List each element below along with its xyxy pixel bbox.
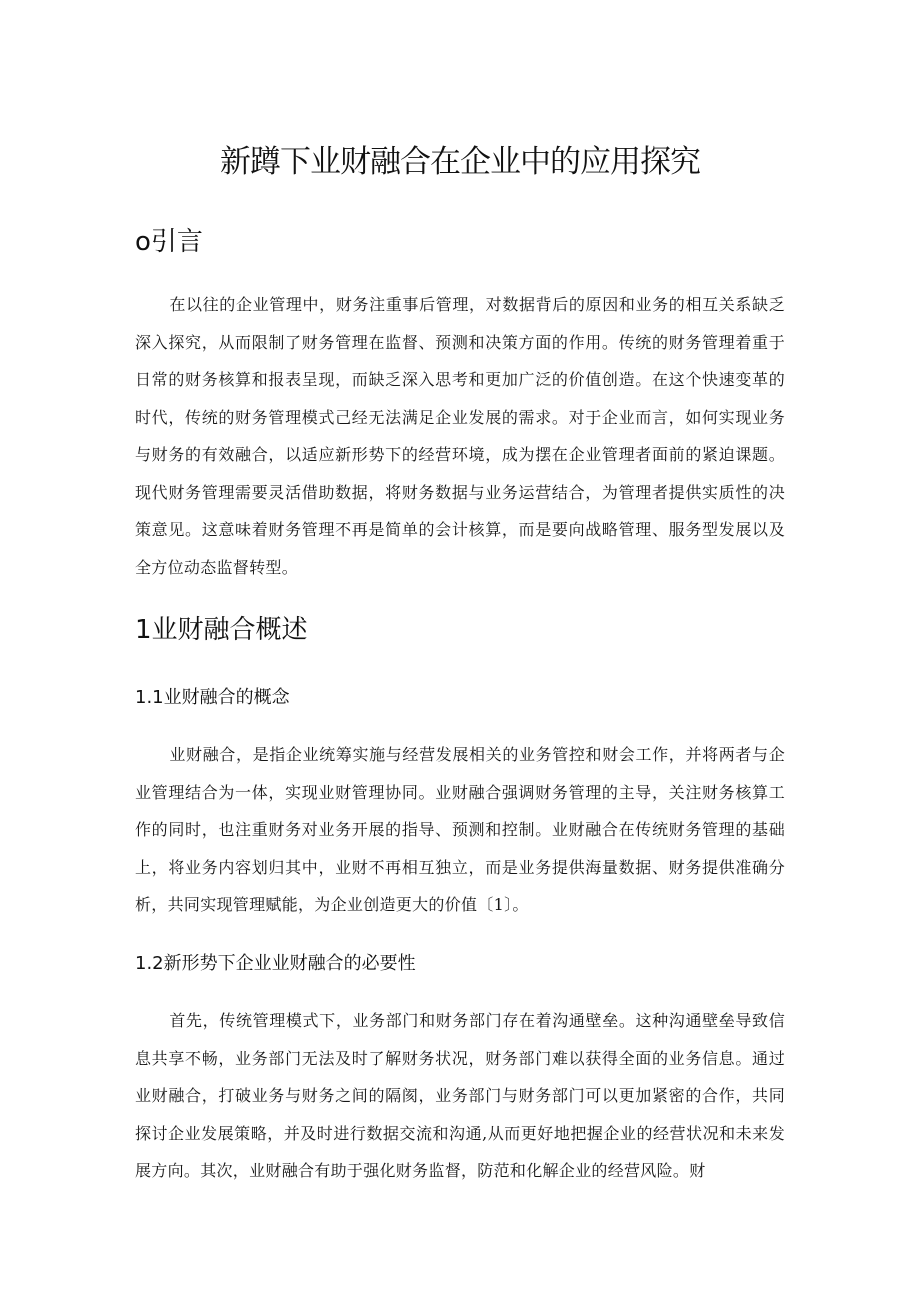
section-heading-intro: o引言 <box>135 227 203 257</box>
subsection-heading-concept: 1.1业财融合的概念 <box>135 687 290 708</box>
concept-paragraph <box>135 736 785 924</box>
subsection-heading-necessity: 1.2新形势下企业业财融合的必要性 <box>135 953 416 974</box>
section-heading-overview: 1业财融合概述 <box>135 615 308 645</box>
intro-paragraph-text: 在以往的企业管理中，财务注重事后管理，对数据背后的原因和业务的相互关系缺乏深入探究，从而限制了财务管理在监督、预测和决策方面的作用。传统的财务管理着重于日常的财务核算和报表呈现，而缺乏深入思考和更加广泛的价值创造。在这个快速变革的时代，传统的财务管理模式己经无法满足企业发展的需求。对于企业而言，如何实现业务与财务的有效融合，以适应新形势下的经营环境，成为摆在企业管理者面前的紧迫课题。现代财务管理需要灵活借助数据，将财务数据与业务运营结合，为管理者提供实质性的决策意见。这意味着财务管理不再是简单的会计核算，而是要向战略管理、服务型发展以及全方位动态监督转型。 <box>135 295 785 577</box>
necessity-paragraph <box>135 1002 785 1190</box>
page-title: 新蹲下业财融合在企业中的应用探究 <box>220 144 700 180</box>
necessity-paragraph-text: 首先，传统管理模式下，业务部门和财务部门存在着沟通壁垒。这种沟通壁垒导致信息共享不畅，业务部门无法及时了解财务状况，财务部门难以获得全面的业务信息。通过业财融合，打破业务与财务之间的隔阂，业务部门与财务部门可以更加紧密的合作，共同探讨企业发展策略，并及时进行数据交流和沟通,从而更好地把握企业的经营状况和未来发展方向。其次，业财融合有助于强化财务监督，防范和化解企业的经营风险。财 <box>135 1011 785 1180</box>
concept-paragraph-text: 业财融合，是指企业统筹实施与经营发展相关的业务管控和财会工作，并将两者与企业管理结合为一体，实现业财管理协同。业财融合强调财务管理的主导，关注财务核算工作的同时，也注重财务对业务开展的指导、预测和控制。业财融合在传统财务管理的基础上，将业务内容划归其中，业财不再相互独立，而是业务提供海量数据、财务提供准确分析，共同实现管理赋能，为企业创造更大的价值〔1〕。 <box>135 745 785 914</box>
intro-paragraph <box>135 286 785 586</box>
